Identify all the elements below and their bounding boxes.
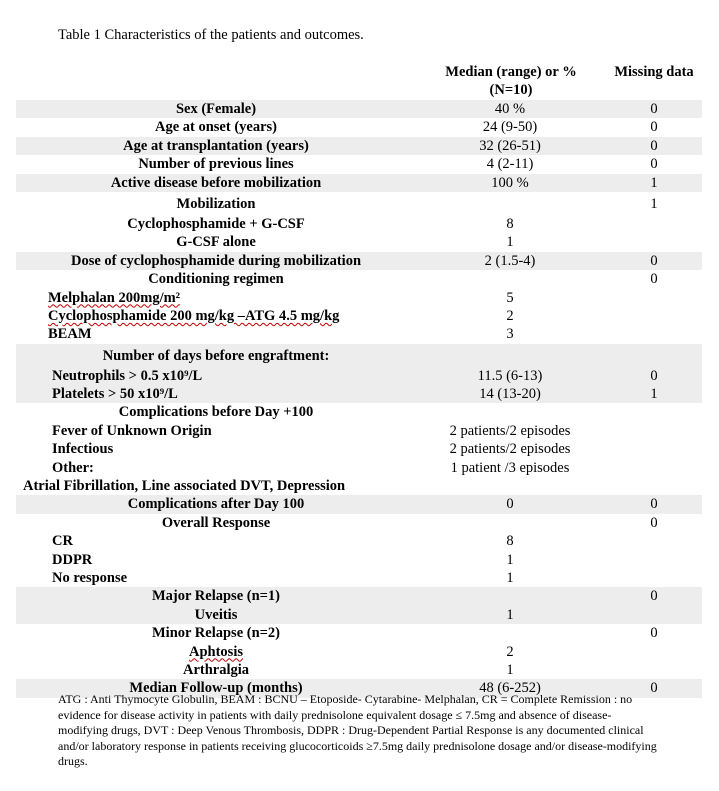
- table-row: [16, 459, 702, 477]
- row-label: Platelets > 50 x10⁹/L: [52, 386, 178, 403]
- column-header-median: [425, 63, 597, 99]
- row-label: DDPR: [52, 551, 93, 568]
- table-row: [16, 587, 702, 605]
- row-value: 1: [506, 234, 514, 251]
- row-missing: 1: [650, 174, 658, 191]
- row-label: Aphtosis: [189, 643, 243, 660]
- table-row: [16, 385, 702, 403]
- table-row: [16, 270, 702, 288]
- table-row: [16, 118, 702, 136]
- table-row: [16, 551, 702, 569]
- row-value: 1: [506, 569, 514, 586]
- row-missing: 0: [650, 252, 658, 269]
- row-value: 14 (13-20): [479, 386, 541, 403]
- row-label: Melphalan 200mg/m²: [48, 289, 181, 306]
- row-value: 24 (9-50): [482, 119, 538, 136]
- row-missing: 0: [650, 271, 658, 288]
- row-missing: 0: [650, 156, 658, 173]
- row-value: 2 patients/2 episodes: [449, 441, 571, 458]
- row-value: 11.5 (6-13): [477, 367, 543, 384]
- row-label: Median Follow-up (months): [129, 680, 303, 697]
- row-missing: 1: [650, 195, 658, 212]
- row-label: CR: [52, 533, 73, 550]
- row-missing: 0: [650, 367, 658, 384]
- row-value: 2 (1.5-4): [484, 252, 536, 269]
- row-value: 1: [506, 551, 514, 568]
- table-caption: Table 1 Characteristics of the patients and outcomes.: [58, 27, 364, 43]
- row-label: Number of days before engraftment:: [102, 347, 330, 364]
- row-value: 3: [506, 326, 514, 343]
- row-label: Other:: [52, 459, 94, 476]
- row-value: 5: [506, 289, 514, 306]
- table-row: [16, 422, 702, 440]
- row-value: 1 patient /3 episodes: [450, 459, 570, 476]
- row-label: Number of previous lines: [138, 156, 294, 173]
- column-header-median-line2: (N=10): [489, 82, 533, 98]
- table-row: [16, 569, 702, 587]
- row-value: 2: [506, 643, 514, 660]
- table-row: [16, 155, 702, 173]
- table-row: [16, 367, 702, 385]
- row-value: 32 (26-51): [479, 137, 541, 154]
- row-label: Age at transplantation (years): [123, 137, 309, 154]
- row-label: No response: [52, 569, 128, 586]
- table-row: [16, 192, 702, 215]
- table-row: [16, 252, 702, 270]
- row-label: Arthralgia: [182, 661, 250, 678]
- row-label: Neutrophils > 0.5 x10⁹/L: [52, 367, 203, 384]
- row-label: Uveitis: [194, 606, 238, 623]
- row-label: Infectious: [52, 441, 114, 458]
- table-row: [16, 440, 702, 458]
- table-row: [16, 403, 702, 421]
- row-label: BEAM: [48, 326, 92, 343]
- row-label: Minor Relapse (n=2): [151, 625, 280, 642]
- row-missing: 0: [650, 101, 658, 117]
- table-row: [16, 100, 702, 118]
- table-row: [16, 233, 702, 251]
- row-missing: 0: [650, 625, 658, 642]
- row-value: 1: [506, 606, 514, 623]
- table-row: [16, 514, 702, 532]
- table-row: [16, 624, 702, 642]
- table-row: [16, 215, 702, 233]
- row-value: 48 (6-252): [479, 680, 541, 697]
- table-row: [16, 344, 702, 367]
- row-label: Overall Response: [161, 514, 271, 531]
- row-label: Age at onset (years): [154, 119, 277, 136]
- table-row: [16, 661, 702, 679]
- row-label: Mobilization: [176, 195, 256, 212]
- row-label: Conditioning regimen: [148, 271, 284, 288]
- row-missing: 0: [650, 514, 658, 531]
- row-value: 0: [506, 496, 514, 513]
- row-value: 2: [506, 307, 514, 324]
- table-row: [16, 174, 702, 192]
- row-label: Complications before Day +100: [118, 404, 314, 421]
- table-row: [16, 137, 702, 155]
- row-missing: 0: [650, 496, 658, 513]
- row-label: Major Relapse (n=1): [151, 588, 280, 605]
- table-footnote: ATG : Anti Thymocyte Globulin, BEAM : BCNU – Etoposide- Cytarabine- Melphalan, CR = Complete Remission : no evidence for disease activity in patients with daily prednisolone equivalent dosage ≤ 7.5mg and absence of disease-modifying drugs, DVT : Deep Venous Thrombosis, DDPR : Drug-Dependent Partial Response is any documented clinical and/or laboratory response in patients receiving glucocorticoids ≥7.5mg daily prednisolone dosage and/or disease-modifying drugs.: [58, 692, 657, 768]
- row-label: Cyclophosphamide + G-CSF: [127, 215, 305, 232]
- row-missing: 0: [650, 119, 658, 136]
- row-label: Active disease before mobilization: [110, 174, 322, 191]
- row-label: G-CSF alone: [176, 234, 256, 251]
- table-row: [16, 532, 702, 550]
- table-row: [16, 289, 702, 307]
- column-header-median-line1: Median (range) or %: [445, 64, 577, 80]
- row-label: Atrial Fibrillation, Line associated DVT, Depression: [23, 478, 346, 495]
- row-value: 8: [506, 533, 514, 550]
- row-value: 1: [506, 661, 514, 678]
- row-value: 2 patients/2 episodes: [449, 422, 571, 439]
- row-missing: 0: [650, 588, 658, 605]
- row-value: 4 (2-11): [486, 156, 534, 173]
- row-value: 100 %: [491, 174, 529, 191]
- row-label: Sex (Female): [175, 101, 257, 117]
- row-missing: 0: [650, 137, 658, 154]
- row-label: Fever of Unknown Origin: [52, 422, 212, 439]
- row-missing: 1: [650, 386, 658, 403]
- table-row: [16, 477, 702, 495]
- row-value: 8: [506, 215, 514, 232]
- row-missing: 0: [650, 680, 658, 697]
- table-row: [16, 325, 702, 343]
- table-body: [16, 100, 702, 698]
- table-row: [16, 307, 702, 325]
- row-value: 40 %: [494, 101, 526, 117]
- table-row: [16, 606, 702, 624]
- row-label: Cyclophosphamide 200 mg/kg –ATG 4.5 mg/kg: [48, 307, 340, 324]
- column-header-missing: Missing data: [614, 64, 694, 80]
- row-label: Complications after Day 100: [127, 496, 305, 513]
- table-row: [16, 495, 702, 513]
- row-label: Dose of cyclophosphamide during mobilization: [70, 252, 362, 269]
- table-row: [16, 643, 702, 661]
